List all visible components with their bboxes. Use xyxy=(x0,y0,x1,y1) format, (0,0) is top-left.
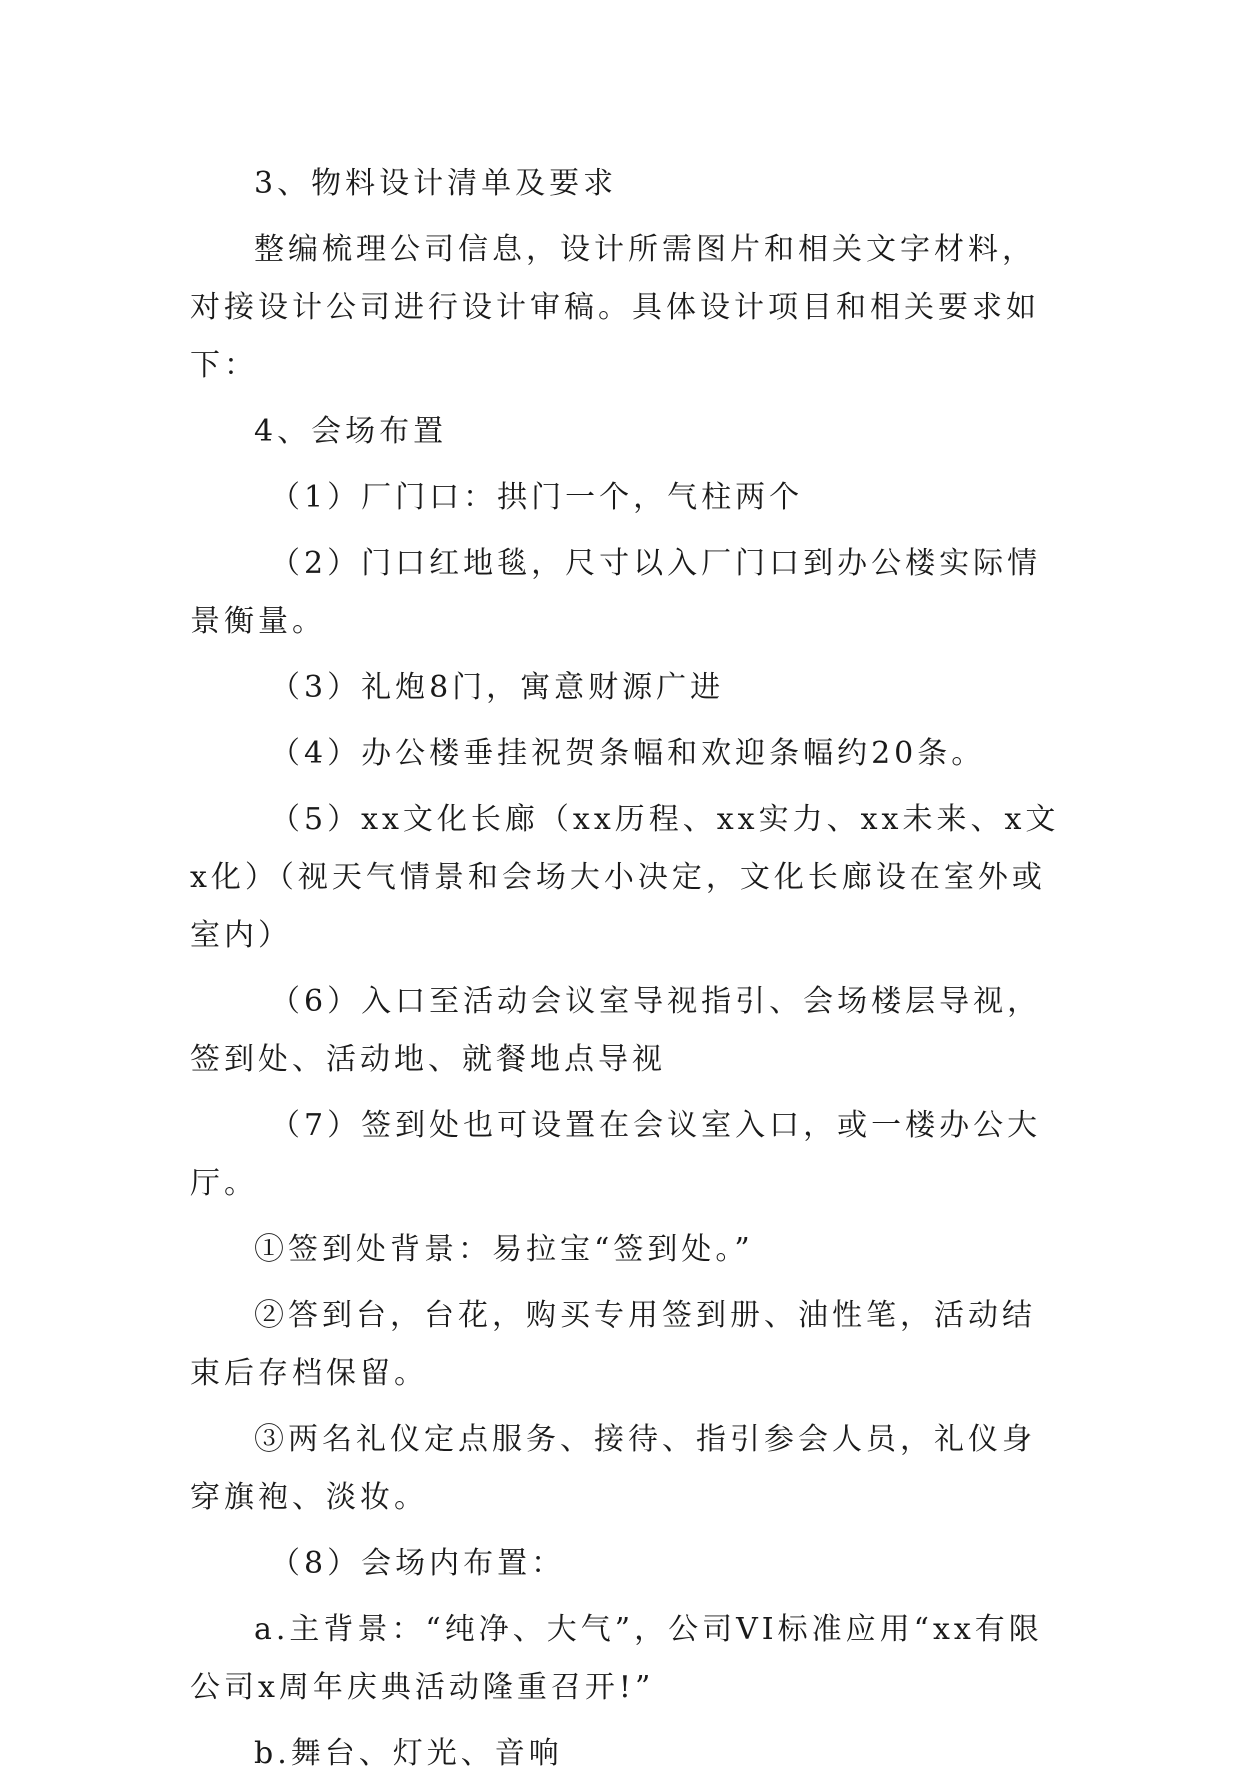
paragraph-sub-item-3: ③两名礼仪定点服务、接待、指引参会人员，礼仪身穿旗袍、淡妆。 xyxy=(190,1422,1036,1515)
paragraph-material-design: 整编梳理公司信息，设计所需图片和相关文字材料，对接设计公司进行设计审稿。具体设计项目和相关要求如下： xyxy=(190,232,1040,383)
paragraph-sub-item-2: ②答到台，台花，购买专用签到册、油性笔，活动结束后存档保留。 xyxy=(190,1298,1036,1391)
paragraph-item-5: （5）xx文化长廊（xx历程、xx实力、xx未来、x文x化）（视天气情景和会场大小决定，文化长廊设在室外或室内） xyxy=(190,802,1060,953)
paragraph-item-3: （3）礼炮8门，寓意财源广进 xyxy=(270,670,725,705)
paragraph-sub-item-1: ①签到处背景：易拉宝“签到处。” xyxy=(254,1232,754,1267)
document-page xyxy=(190,155,1060,1783)
paragraph-item-b: b.舞台、灯光、音响 xyxy=(254,1736,563,1771)
paragraph-item-a: a.主背景：“纯净、大气”，公司VI标准应用“xx有限公司x周年庆典活动隆重召开!” xyxy=(190,1612,1043,1705)
paragraph-item-7: （7）签到处也可设置在会议室入口，或一楼办公大厅。 xyxy=(190,1108,1042,1201)
paragraph-section-4-heading: 4、会场布置 xyxy=(254,414,448,449)
paragraph-item-6: （6）入口至活动会议室导视指引、会场楼层导视，签到处、活动地、就餐地点导视 xyxy=(190,984,1042,1077)
paragraph-section-3-heading: 3、物料设计清单及要求 xyxy=(254,166,618,201)
paragraph-item-2: （2）门口红地毯，尺寸以入厂门口到办公楼实际情景衡量。 xyxy=(190,546,1042,639)
paragraph-item-1: （1）厂门口：拱门一个，气柱两个 xyxy=(270,480,804,515)
paragraph-item-8: （8）会场内布置： xyxy=(270,1546,566,1581)
paragraph-item-4: （4）办公楼垂挂祝贺条幅和欢迎条幅约20条。 xyxy=(270,736,986,771)
